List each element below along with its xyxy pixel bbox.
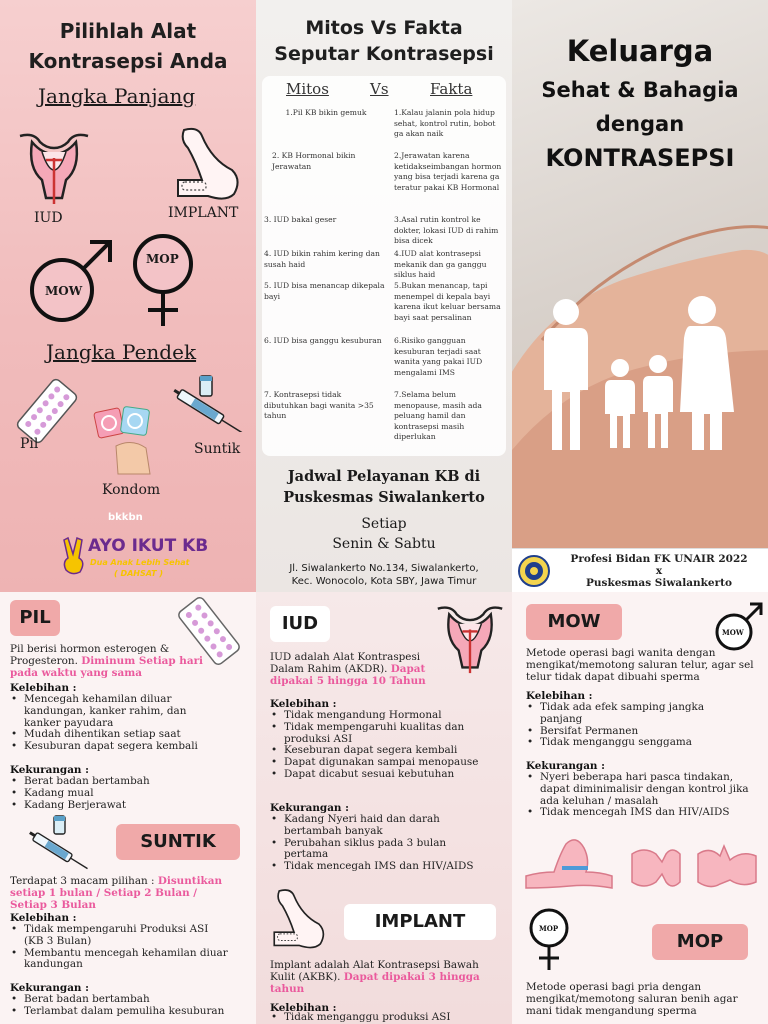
iud-kekurangan-list [266,814,486,873]
male-symbol-icon [128,230,198,330]
uterus-icon [434,600,506,678]
campaign-logo [62,534,209,586]
schedule-setiap: Setiap [361,516,407,532]
mop-icon-label: MOP [539,924,559,933]
myths-title [256,16,512,67]
mitos-row: 1.Pil KB bikin gemuk [285,108,367,117]
panel-myths-vs-facts [256,0,512,592]
pil-kekurangan-heading: Kekurangan : [10,764,89,776]
implant-desc-text: Implant adalah Alat Kontrasepsi Bawah Kulit (AKBK). [270,959,479,983]
list-item: • Mudah dihentikan setiap saat [6,729,216,741]
list-item: • Berat badan bertambah [6,994,230,1006]
panel-contraceptive-options [0,0,256,592]
hands-family-photo [512,200,768,548]
options-title [0,16,256,76]
pil-label: Pil [20,436,39,452]
implant-label: IMPLANT [168,205,239,221]
condom-icon [92,402,162,478]
mow-icon-label: MOW [722,628,744,637]
address [256,562,512,588]
mitos-row: 4. IUD bikin rahim kering dan susah haid [264,249,380,269]
options-title-line1: Pilihlah Alat [59,19,197,43]
credits-line2: x [655,565,663,577]
sterilization-illustration [520,832,764,898]
long-term-heading: Jangka Panjang [38,84,196,108]
iud-label: IUD [34,210,63,226]
iud-description [270,652,440,687]
suntik-tag: SUNTIK [116,824,240,860]
university-seal-icon [518,555,550,587]
cover-title-line4: KONTRASEPSI [545,144,735,172]
suntik-kelebihan-list [6,924,230,971]
implant-kelebihan-heading: Kelebihan : [270,1002,337,1014]
list-item: • Berat badan bertambah [6,776,226,788]
panel-cover [512,0,768,592]
mow-tag: MOW [526,604,622,640]
list-item: • Dapat digunakan sampai menopause [266,757,486,769]
campaign-logo-text: AYO IKUT KB [88,536,209,556]
list-item: • Tidak mencegah IMS dan HIV/AIDS [266,861,486,873]
suntik-desc-highlight: Disuntikan setiap 1 bulan / Setiap 2 Bulan / Setiap 3 Bulan [10,875,223,911]
credits-line1: Profesi Bidan FK UNAIR 2022 [570,553,748,565]
mow-kekurangan-list [522,772,758,819]
campaign-logo-subtitle2: ( DAHSAT ) [114,569,164,578]
credits-text [552,553,766,589]
list-item: • Perubahan siklus pada 3 bulan pertama [266,838,486,862]
schedule-title [256,466,512,508]
list-item: • Tidak menganggu produksi ASI [266,1012,492,1024]
fakta-row: 1.Kalau jalanin pola hidup sehat, kontrol rutin, bobot ga akan naik [394,108,496,139]
schedule-title-line1: Jadwal Pelayanan KB di [287,468,481,485]
pill-pack-icon [16,378,78,444]
panel-pil-suntik [0,592,256,1024]
female-symbol-icon [714,598,764,654]
cover-title-line1: Keluarga [566,34,714,68]
short-term-heading: Jangka Pendek [46,340,197,364]
suntik-desc-text: Terdapat 3 macam pilihan : [10,875,158,887]
address-line1: Jl. Siwalankerto No.134, Siwalankerto, [289,563,479,574]
list-item: • Tidak menganggu senggama [522,737,748,749]
list-item: • Nyeri beberapa hari pasca tindakan, dapat diminimalisir dengan kontrol jika ada keluhan / masalah [522,772,758,807]
fakta-row: 5.Bukan menancap, tapi menempel di kepala bayi karena ikut keluar bersama bayi saat persalinan [394,281,501,322]
mop-label: MOP [146,252,179,266]
myths-title-line1: Mitos Vs Fakta [305,17,463,39]
schedule-title-line2: Puskesmas Siwalankerto [283,489,485,507]
list-item: • Kadang mual [6,788,226,800]
schedule-day-names: Senin & Sabtu [332,536,436,553]
campaign-logo-subtitle: Dua Anak Lebih Sehat [90,558,190,567]
pil-kelebihan-heading: Kelebihan : [10,682,77,694]
mow-label: MOW [45,284,83,298]
list-item: • Tidak mencegah IMS dan HIV/AIDS [522,807,758,819]
cover-title-line3: dengan [595,112,685,136]
credits-footer [512,548,768,592]
suntik-kekurangan-list [6,994,230,1018]
pil-desc-text: Pil berisi hormon esterogen & Progesteron. [10,643,170,667]
implant-desc-highlight: Dapat dipakai 3 hingga tahun [270,970,480,995]
suntik-kekurangan-heading: Kekurangan : [10,982,89,994]
female-symbol-icon [24,232,118,326]
suntik-description [10,876,234,911]
panel-iud-implant [256,592,512,1024]
pil-tag: PIL [10,600,60,636]
iud-desc-highlight: Dapat dipakai 5 hingga 10 Tahun [270,662,426,687]
pil-kelebihan-list [6,694,216,753]
implant-description [270,960,496,995]
credits-line3: Puskesmas Siwalankerto [586,577,732,589]
implant-tag: IMPLANT [344,904,496,940]
pil-kekurangan-list [6,776,226,811]
list-item: • Membantu mencegah kehamilan diuar kandungan [6,948,230,972]
iud-desc-text: IUD adalah Alat Kontraspesi Dalam Rahim (AKDR). [270,651,421,675]
address-line2: Kec. Wonocolo, Kota SBY, Jawa Timur [291,576,477,587]
fakta-row: 7.Selama belum menopause, masih ada peluang hamil dan kontrasepsi masih diperlukan [394,390,482,442]
uterus-icon [16,128,92,208]
iud-kekurangan-heading: Kekurangan : [270,802,349,814]
fakta-row: 6.Risiko gangguan kesuburan terjadi saat wanita yang pakai IUD mengalami IMS [394,336,483,377]
list-item: • Tidak mengandung Hormonal [266,710,486,722]
iud-kelebihan-list [266,710,486,781]
mitos-row: 5. IUD bisa menancap dikepala bayi [264,281,385,301]
implant-kelebihan-list [266,1012,492,1024]
list-item: • Kadang Berjerawat [6,800,226,812]
iud-tag: IUD [270,606,330,642]
mow-description: Metode operasi bagi wanita dengan mengikat/memotong saluran telur, agar sel telur tidak dapat dibuahi sperma [526,647,754,683]
list-item: • Tidak mempengaruhi kualitas dan produksi ASI [266,722,486,746]
schedule-days [256,514,512,555]
pil-desc-highlight: Diminum Setiap hari pada waktu yang sama [10,654,204,679]
col-mitos-header: Mitos [286,80,329,98]
mitos-row: 6. IUD bisa ganggu kesuburan [264,336,382,345]
cover-title-line2: Sehat & Bahagia [541,78,739,102]
list-item: • Bersifat Permanen [522,726,748,738]
list-item: • Tidak mempengaruhi Produksi ASI (KB 3 Bulan) [6,924,230,948]
arm-implant-icon [268,886,330,952]
list-item: • Kesuburan dapat segera kembali [6,741,216,753]
list-item: • Keseburan dapat segera kembali [266,745,486,757]
list-item: • Mencegah kehamilan diluar kandungan, kanker rahim, dan kanker payudara [6,694,216,729]
col-fakta-header: Fakta [430,80,473,98]
pil-description [10,644,210,679]
male-symbol-icon [526,906,572,972]
panel-mow-mop [512,592,768,1024]
kondom-label: Kondom [102,482,161,498]
mow-kelebihan-list [522,702,748,749]
fakta-row: 4.IUD alat kontrasepsi mekanik dan ga ganggu siklus haid [394,249,487,280]
list-item: • Kadang Nyeri haid dan darah bertambah banyak [266,814,486,838]
mow-kekurangan-heading: Kekurangan : [526,760,605,772]
mow-kelebihan-heading: Kelebihan : [526,690,593,702]
bkkbn-logo: bkkbn [108,512,143,523]
iud-kelebihan-heading: Kelebihan : [270,698,337,710]
mop-tag: MOP [652,924,748,960]
list-item: • Dapat dicabut sesuai kebutuhan [266,769,486,781]
mitos-row: 3. IUD bakal geser [264,215,337,224]
suntik-label: Suntik [194,441,241,457]
mitos-row: 2. KB Hormonal bikin Jerawatan [272,151,356,171]
syringe-icon [24,814,94,870]
myths-title-line2: Seputar Kontrasepsi [274,42,494,65]
list-item: • Terlambat dalam pemuliha kesuburan [6,1006,230,1018]
suntik-kelebihan-heading: Kelebihan : [10,912,77,924]
fakta-row: 3.Asal rutin kontrol ke dokter, lokasi IUD di rahim bisa dicek [394,215,499,246]
col-vs-header: Vs [370,80,389,98]
mop-description: Metode operasi bagi pria dengan mengikat/memotong saluran benih agar mani tidak mengandung sperma [526,981,738,1017]
victory-hand-icon [62,536,90,576]
mitos-row: 7. Kontrasepsi tidak dibutuhkan bagi wanita >35 tahun [264,390,374,421]
list-item: • Tidak ada efek samping jangka panjang [522,702,748,726]
arm-implant-icon [172,124,244,204]
syringe-icon [166,374,252,432]
fakta-row: 2.Jerawatan karena ketidakseimbangan hormon yang bisa terjadi karena ga teratur pakai KB Hormonal [394,151,502,192]
options-title-line2: Kontrasepsi Anda [28,49,228,73]
